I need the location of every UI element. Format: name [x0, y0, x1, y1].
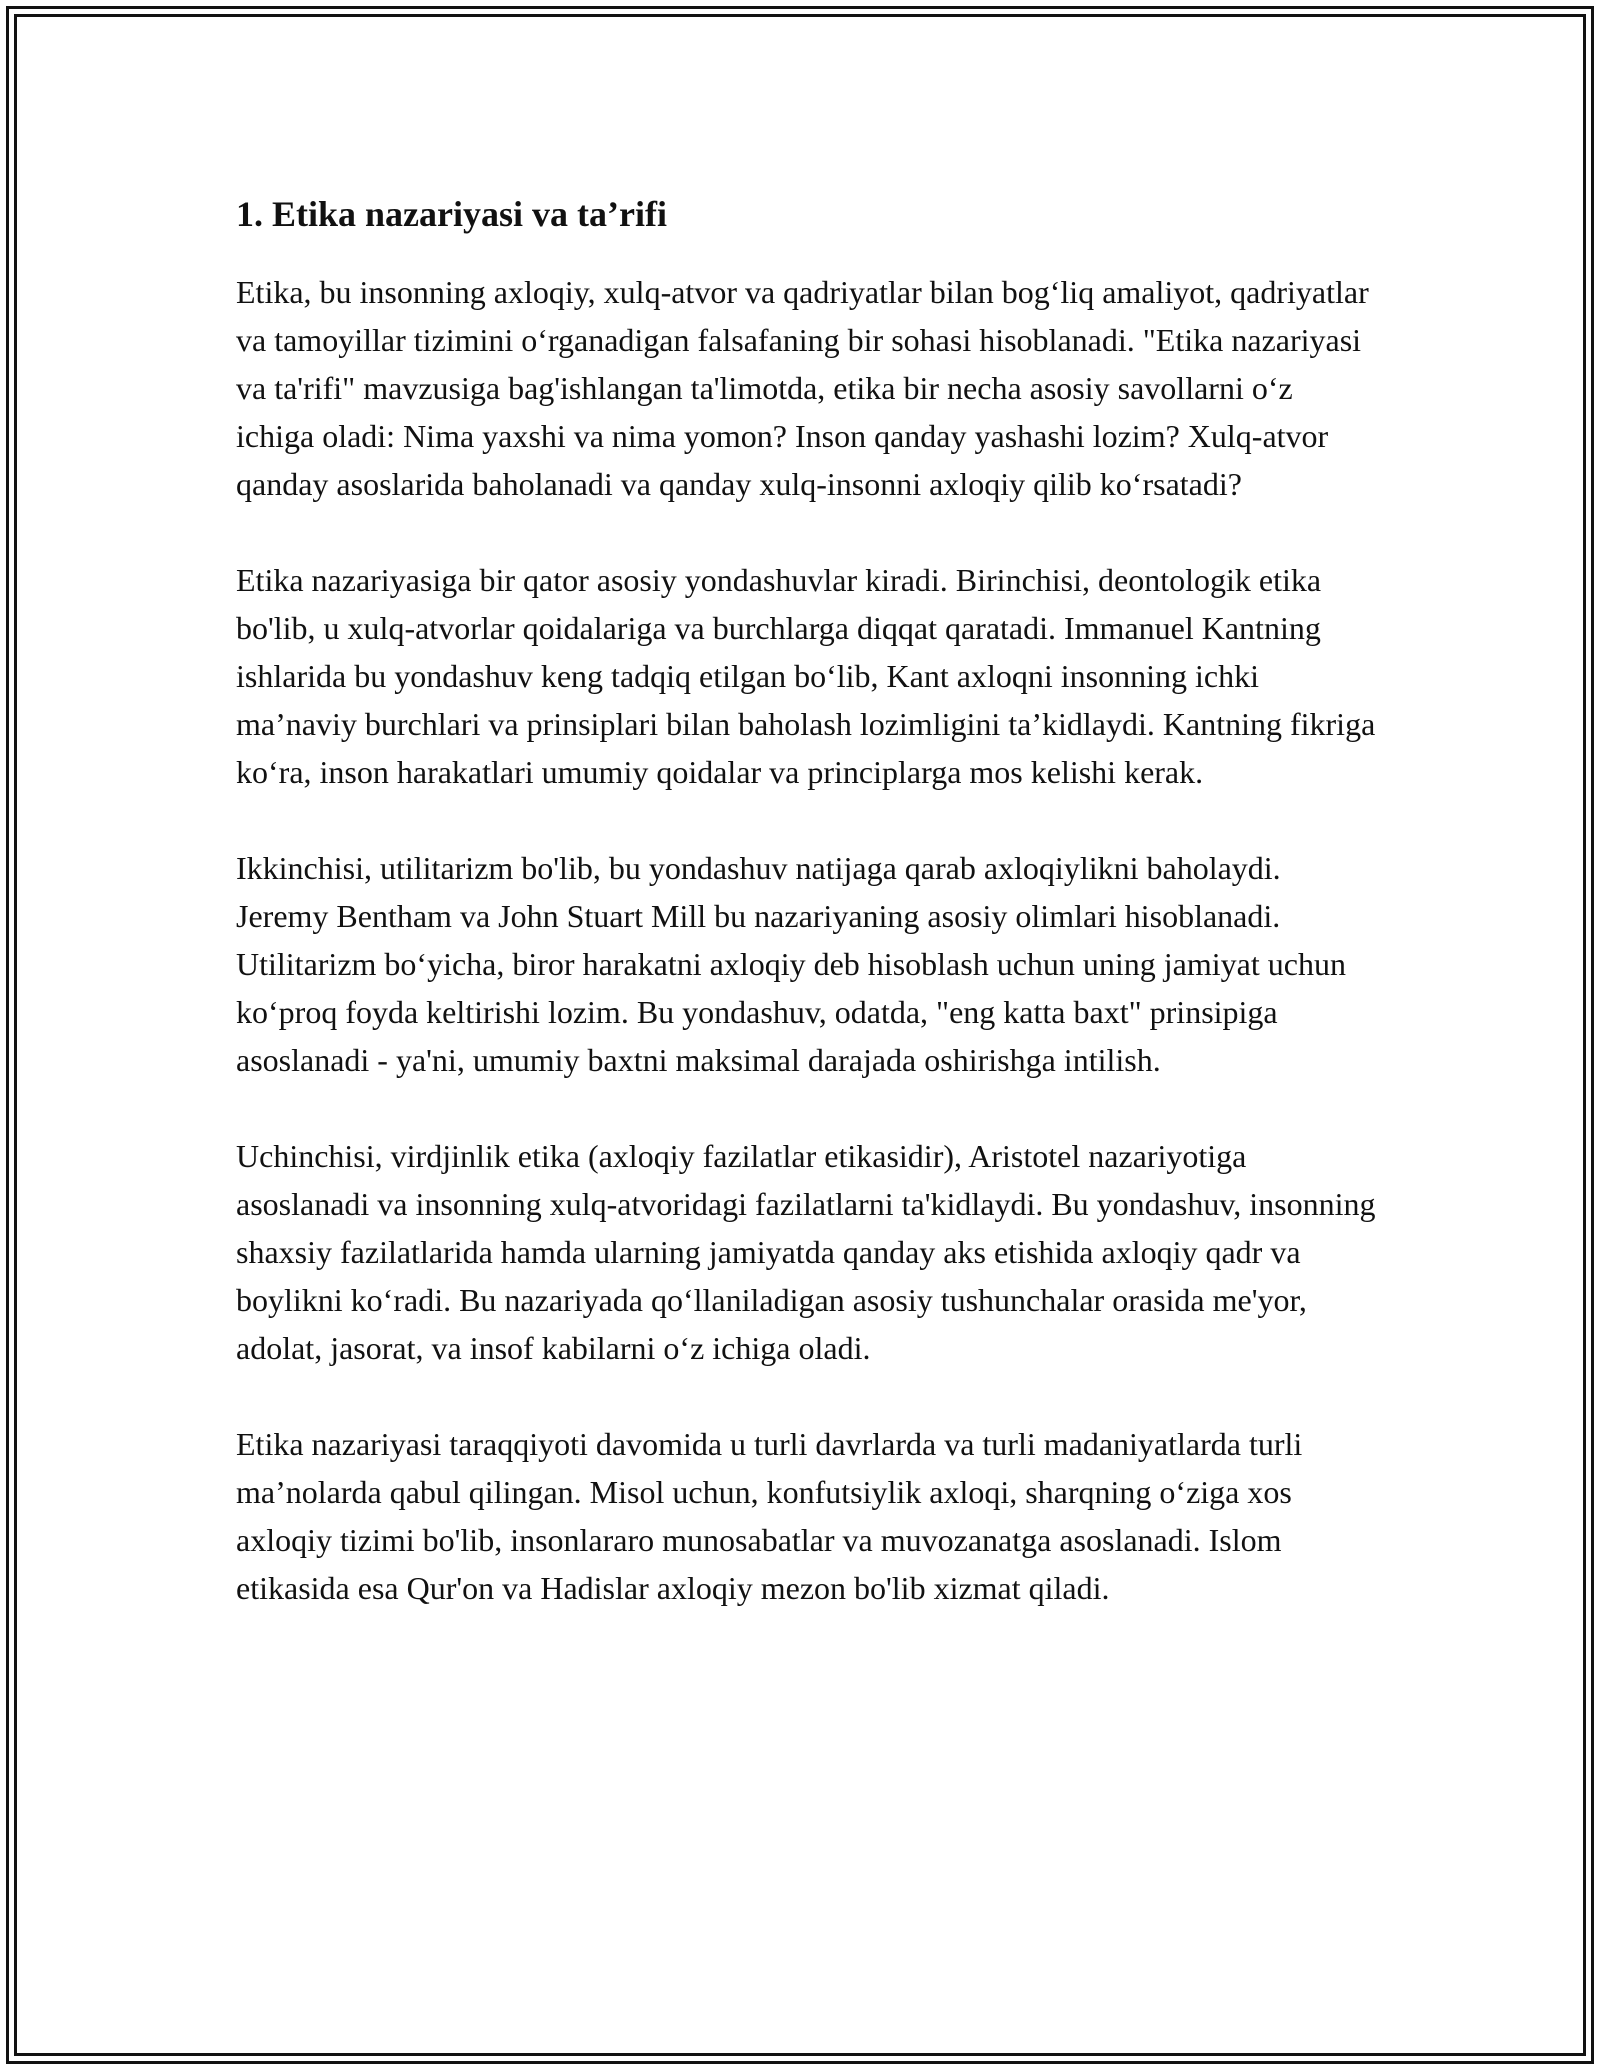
paragraph-deontology: Etika nazariyasiga bir qator asosiy yondashuvlar kiradi. Birinchisi, deontologik etika bo'lib, u xulq-atvorlar qoidalariga va burchlarga diqqat qaratadi. Immanuel Kantning ishlarida bu yondashuv keng tadqiq etilgan bo‘lib, Kant axloqni insonning ichki ma’naviy burchlari va prinsiplari bilan baholash lozimligini ta’kidlaydi. Kantning fikriga ko‘ra, inson harakatlari umumiy qoidalar va principlarga mos kelishi kerak. [236, 562, 1376, 790]
paragraph-history: Etika nazariyasi taraqqiyoti davomida u turli davrlarda va turli madaniyatlarda turli ma’nolarda qabul qilingan. Misol uchun, konfutsiylik axloqi, sharqning o‘ziga xos axloqiy tizimi bo'lib, insonlararo munosabatlar va muvozanatga asoslanadi. Islom etikasida esa Qur'on va Hadislar axloqiy mezon bo'lib xizmat qiladi. [236, 1426, 1303, 1606]
document-body [236, 188, 1376, 1660]
paragraph-virtue-ethics: Uchinchisi, virdjinlik etika (axloqiy fazilatlar etikasidir), Aristotel nazariyotiga asoslanadi va insonning xulq-atvoridagi fazilatlarni ta'kidlaydi. Bu yondashuv, insonning shaxsiy fazilatlarida hamda ularning jamiyatda qanday aks etishida axloqiy qadr va boylikni ko‘radi. Bu nazariyada qo‘llaniladigan asosiy tushunchalar orasida me'yor, adolat, jasorat, va insof kabilarni o‘z ichiga oladi. [236, 1138, 1376, 1366]
section-heading: 1. Etika nazariyasi va ta’rifi [236, 194, 667, 234]
paragraph-utilitarianism: Ikkinchisi, utilitarizm bo'lib, bu yondashuv natijaga qarab axloqiylikni baholaydi. Jeremy Bentham va John Stuart Mill bu nazariyaning asosiy olimlari hisoblanadi. Utilitarizm bo‘yicha, biror harakatni axloqiy deb hisoblash uchun uning jamiyat uchun ko‘proq foyda keltirishi lozim. Bu yondashuv, odatda, "eng katta baxt" prinsipiga asoslanadi - ya'ni, umumiy baxtni maksimal darajada oshirishga intilish. [236, 850, 1346, 1078]
paragraph-definition: Etika, bu insonning axloqiy, xulq-atvor va qadriyatlar bilan bog‘liq amaliyot, qadriyatlar va tamoyillar tizimini o‘rganadigan falsafaning bir sohasi hisoblanadi. "Etika nazariyasi va ta'rifi" mavzusiga bag'ishlangan ta'limotda, etika bir necha asosiy savollarni o‘z ichiga oladi: Nima yaxshi va nima yomon? Inson qanday yashashi lozim? Xulq-atvor qanday asoslarida baholanadi va qanday xulq-insonni axloqiy qilib ko‘rsatadi? [236, 274, 1369, 502]
